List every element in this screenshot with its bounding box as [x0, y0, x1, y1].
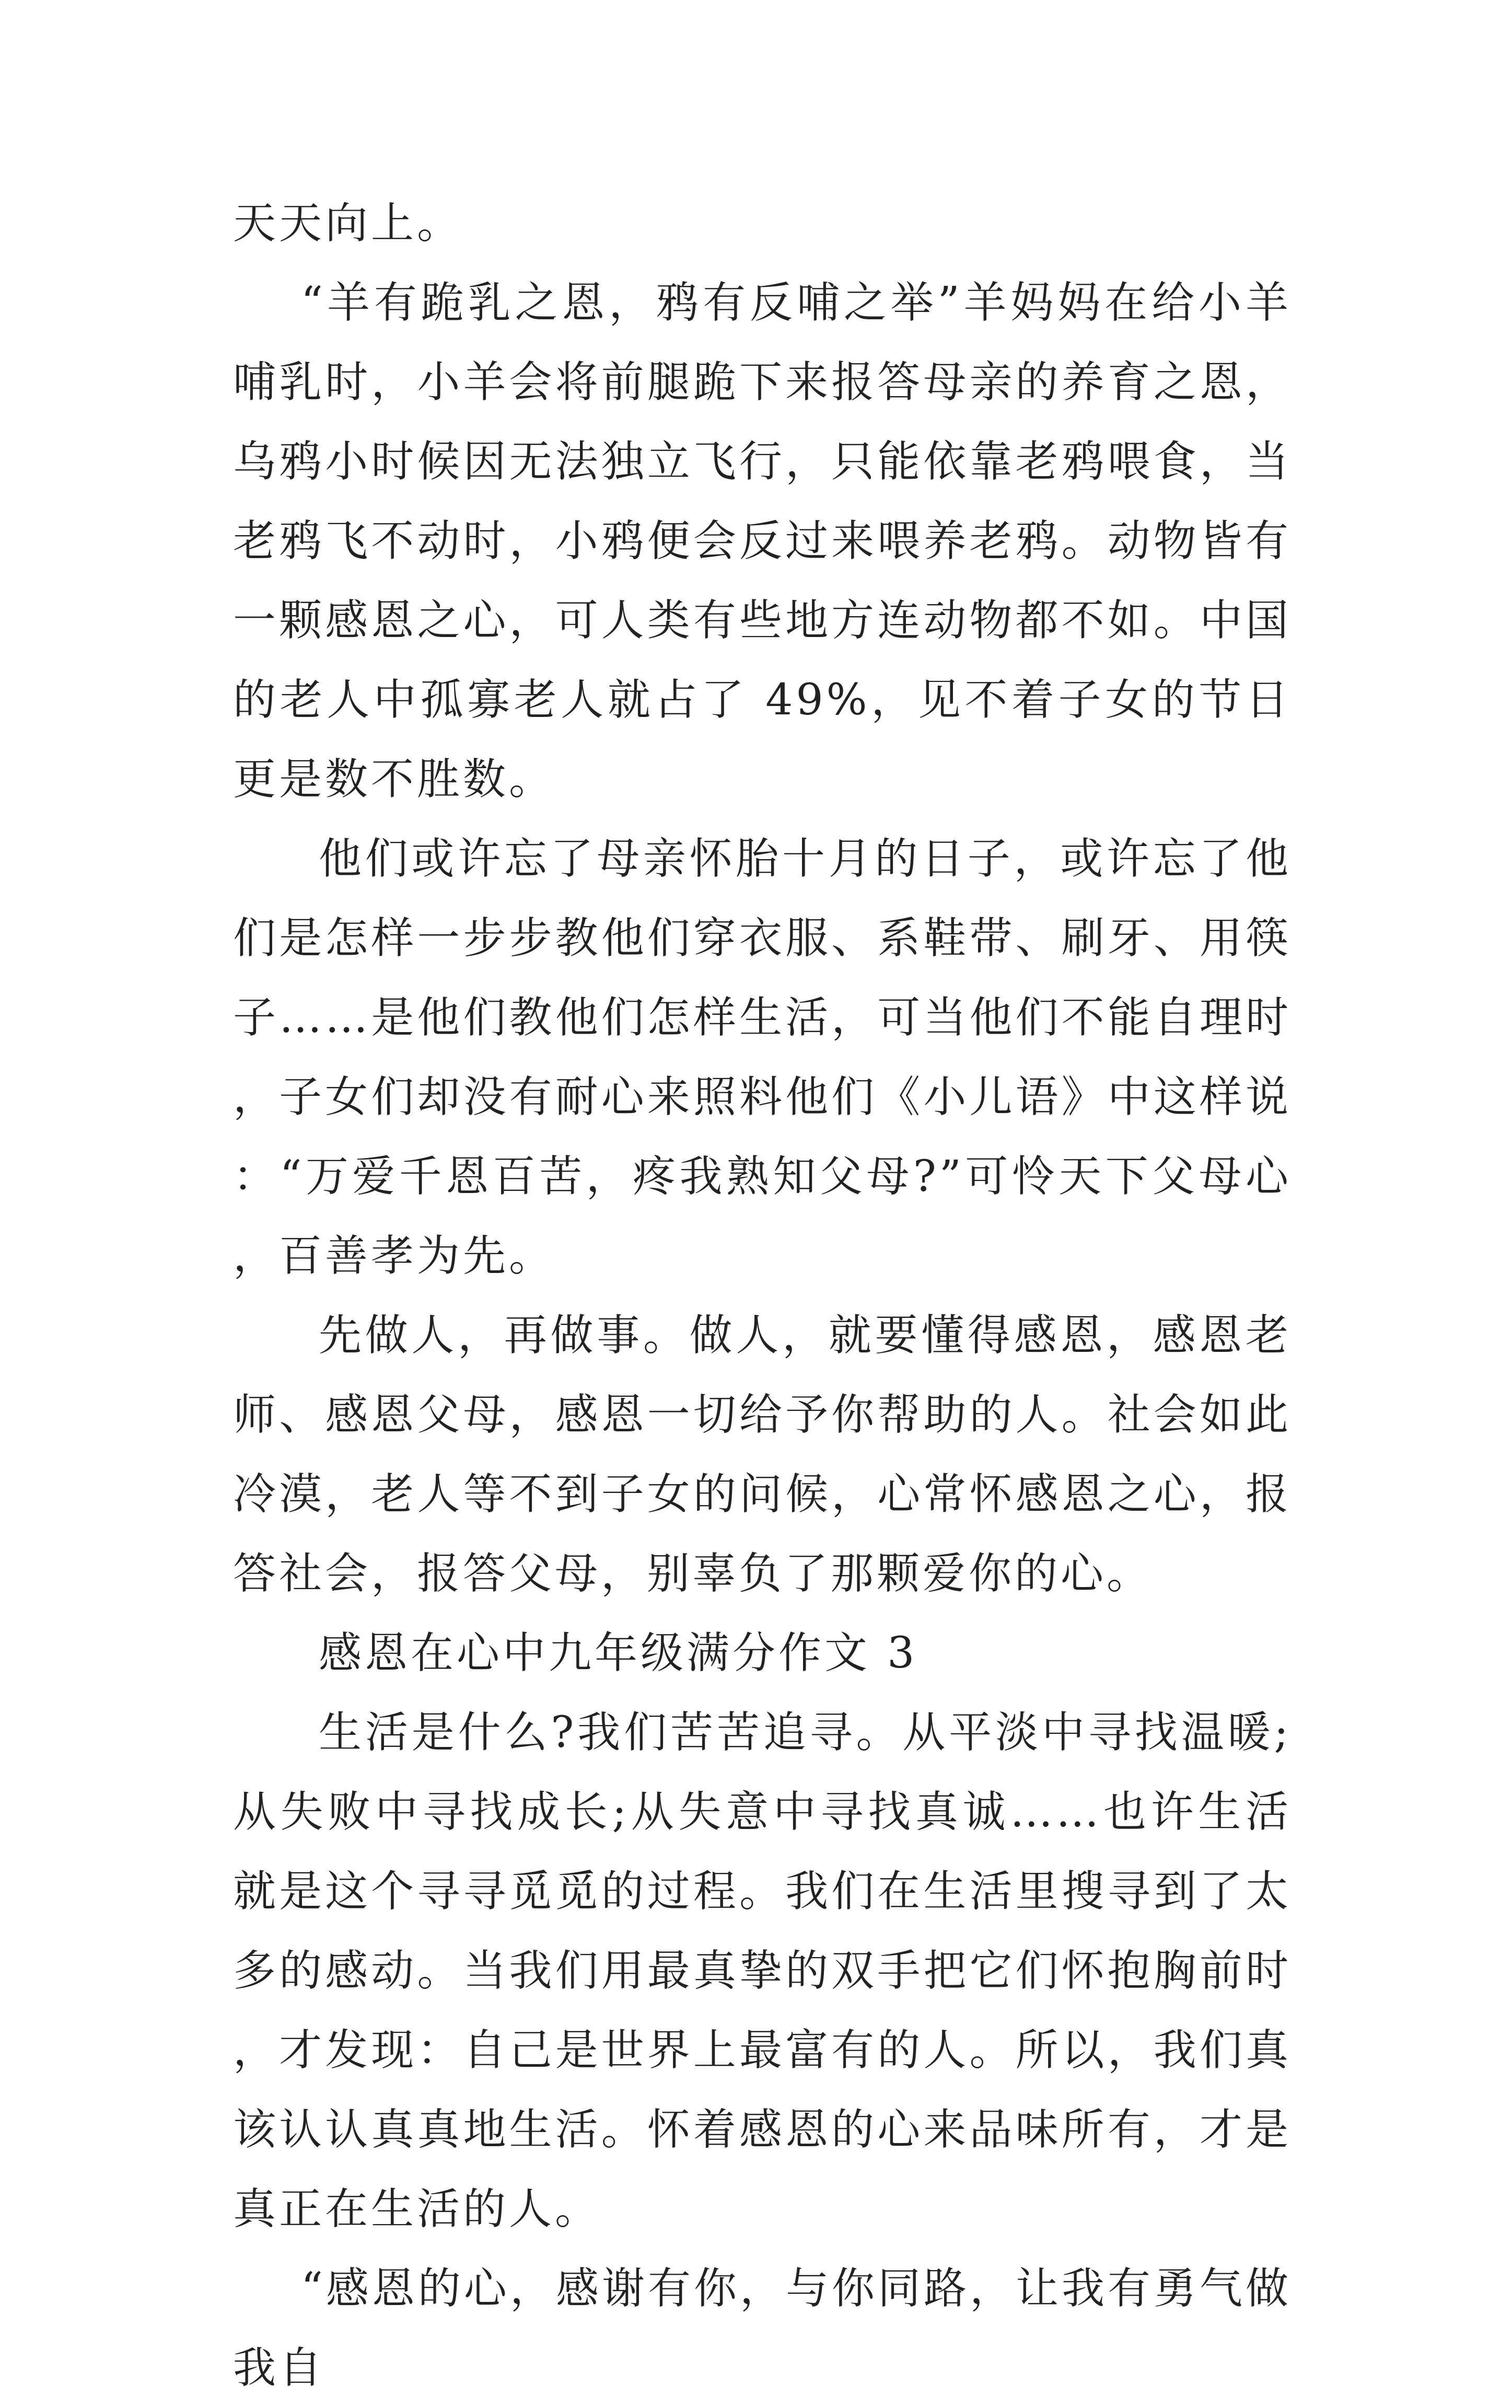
section-heading: 感恩在心中九年级满分作文 3 [319, 1628, 918, 1678]
paragraph-3: 他们或许忘了母亲怀胎十月的日子，或许忘了他们是怎样一步步教他们穿衣服、系鞋带、刷牙、用筷子……是他们教他们怎样生活，可当他们不能自理时，子女们却没有耐心来照料他们《小儿语》中这样说：“万爱千恩百苦，疼我熟知父母?”可怜天下父母心，百善孝为先。 [233, 834, 1292, 1281]
paragraph-6: “感恩的心，感谢有你，与你同路，让我有勇气做我自 [233, 2264, 1292, 2393]
paragraph-5: 生活是什么?我们苦苦追寻。从平淡中寻找温暖;从失败中寻找成长;从失意中寻找真诚……也许生活就是这个寻寻觅觅的过程。我们在生活里搜寻到了太多的感动。当我们用最真挚的双手把它们怀抱胸前时，才发现：自己是世界上最富有的人。所以，我们真该认认真真地生活。怀着感恩的心来品味所有，才是真正在生活的人。 [233, 1708, 1292, 2234]
paragraph-4: 先做人，再做事。做人，就要懂得感恩，感恩老师、感恩父母，感恩一切给予你帮助的人。社会如此冷漠，老人等不到子女的问候，心常怀感恩之心，报答社会，报答父母，别辜负了那颗爱你的心。 [233, 1311, 1292, 1599]
paragraph-2: “羊有跪乳之恩，鸦有反哺之举”羊妈妈在给小羊哺乳时，小羊会将前腿跪下来报答母亲的养育之恩，乌鸦小时候因无法独立飞行，只能依靠老鸦喂食，当老鸦飞不动时，小鸦便会反过来喂养老鸦。动物皆有一颗感恩之心，可人类有些地方连动物都不如。中国的老人中孤寡老人就占了 49%，见不着子女的节日更是数不胜数。 [233, 278, 1292, 804]
paragraph-1: 天天向上。 [233, 199, 463, 248]
document-body [233, 184, 1292, 2408]
